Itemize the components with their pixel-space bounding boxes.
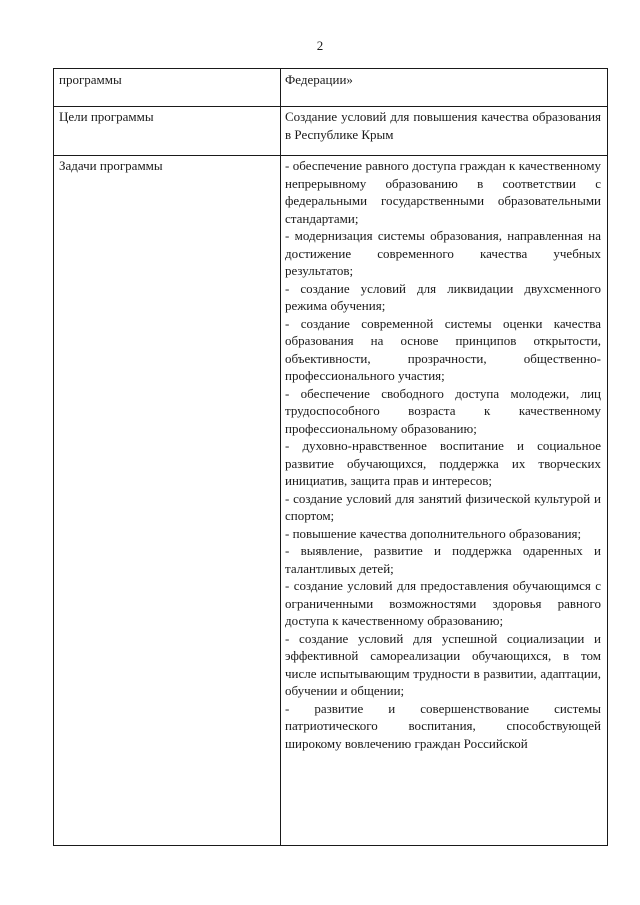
row-label: Цели программы [59,109,154,124]
row-content: Федерации» [285,72,353,87]
list-item: - создание условий для предоставления обучающимся с ограниченными возможностями здоровья равного доступа к качественному образованию; [285,578,601,628]
list-item: - обеспечение свободного доступа молодежи, лиц трудоспособного возраста к качественному профессиональному образованию; [285,385,601,436]
list-item: - модернизация системы образования, направленная на достижение современного качества учебных результатов; [285,228,601,278]
list-item: - повышение качества дополнительного образования; [285,525,582,541]
list-item: - духовно-нравственное воспитание и социальное развитие обучающихся, поддержка их творческих инициатив, защита прав и интересов; [285,438,601,488]
list-item: - создание современной системы оценки качества образования на основе принципов открытости, объективности, прозрачности, общественно-профессионального участия; [285,315,601,383]
tasks-content [285,157,601,752]
list-item: - выявление, развитие и поддержка одаренных и талантливых детей; [285,543,601,576]
tasks-list [285,157,601,752]
table-row-tasks [54,155,607,845]
table-row [54,106,607,156]
table-row [54,69,607,107]
row-content: Создание условий для повышения качества образования в Республике Крым [285,109,601,142]
list-item: - создание условий для занятий физической культурой и спортом; [285,490,601,523]
program-passport-table [53,68,608,846]
list-item: - обеспечение равного доступа граждан к качественному непрерывному образованию в соответствии с федеральными государственными образовательными стандартами; [285,158,601,226]
list-item: - создание условий для успешной социализации и эффективной самореализации обучающихся, в том числе испытывающим трудности в развитии, адаптации, обучении и общении; [285,630,601,698]
list-item: - создание условий для ликвидации двухсменного режима обучения; [285,280,601,313]
page-number: 2 [316,38,324,53]
row-label: программы [59,72,122,87]
row-label: Задачи программы [59,158,163,173]
list-item: - развитие и совершенствование системы патриотического воспитания, способствующей широкому вовлечению граждан Российской [285,700,601,751]
